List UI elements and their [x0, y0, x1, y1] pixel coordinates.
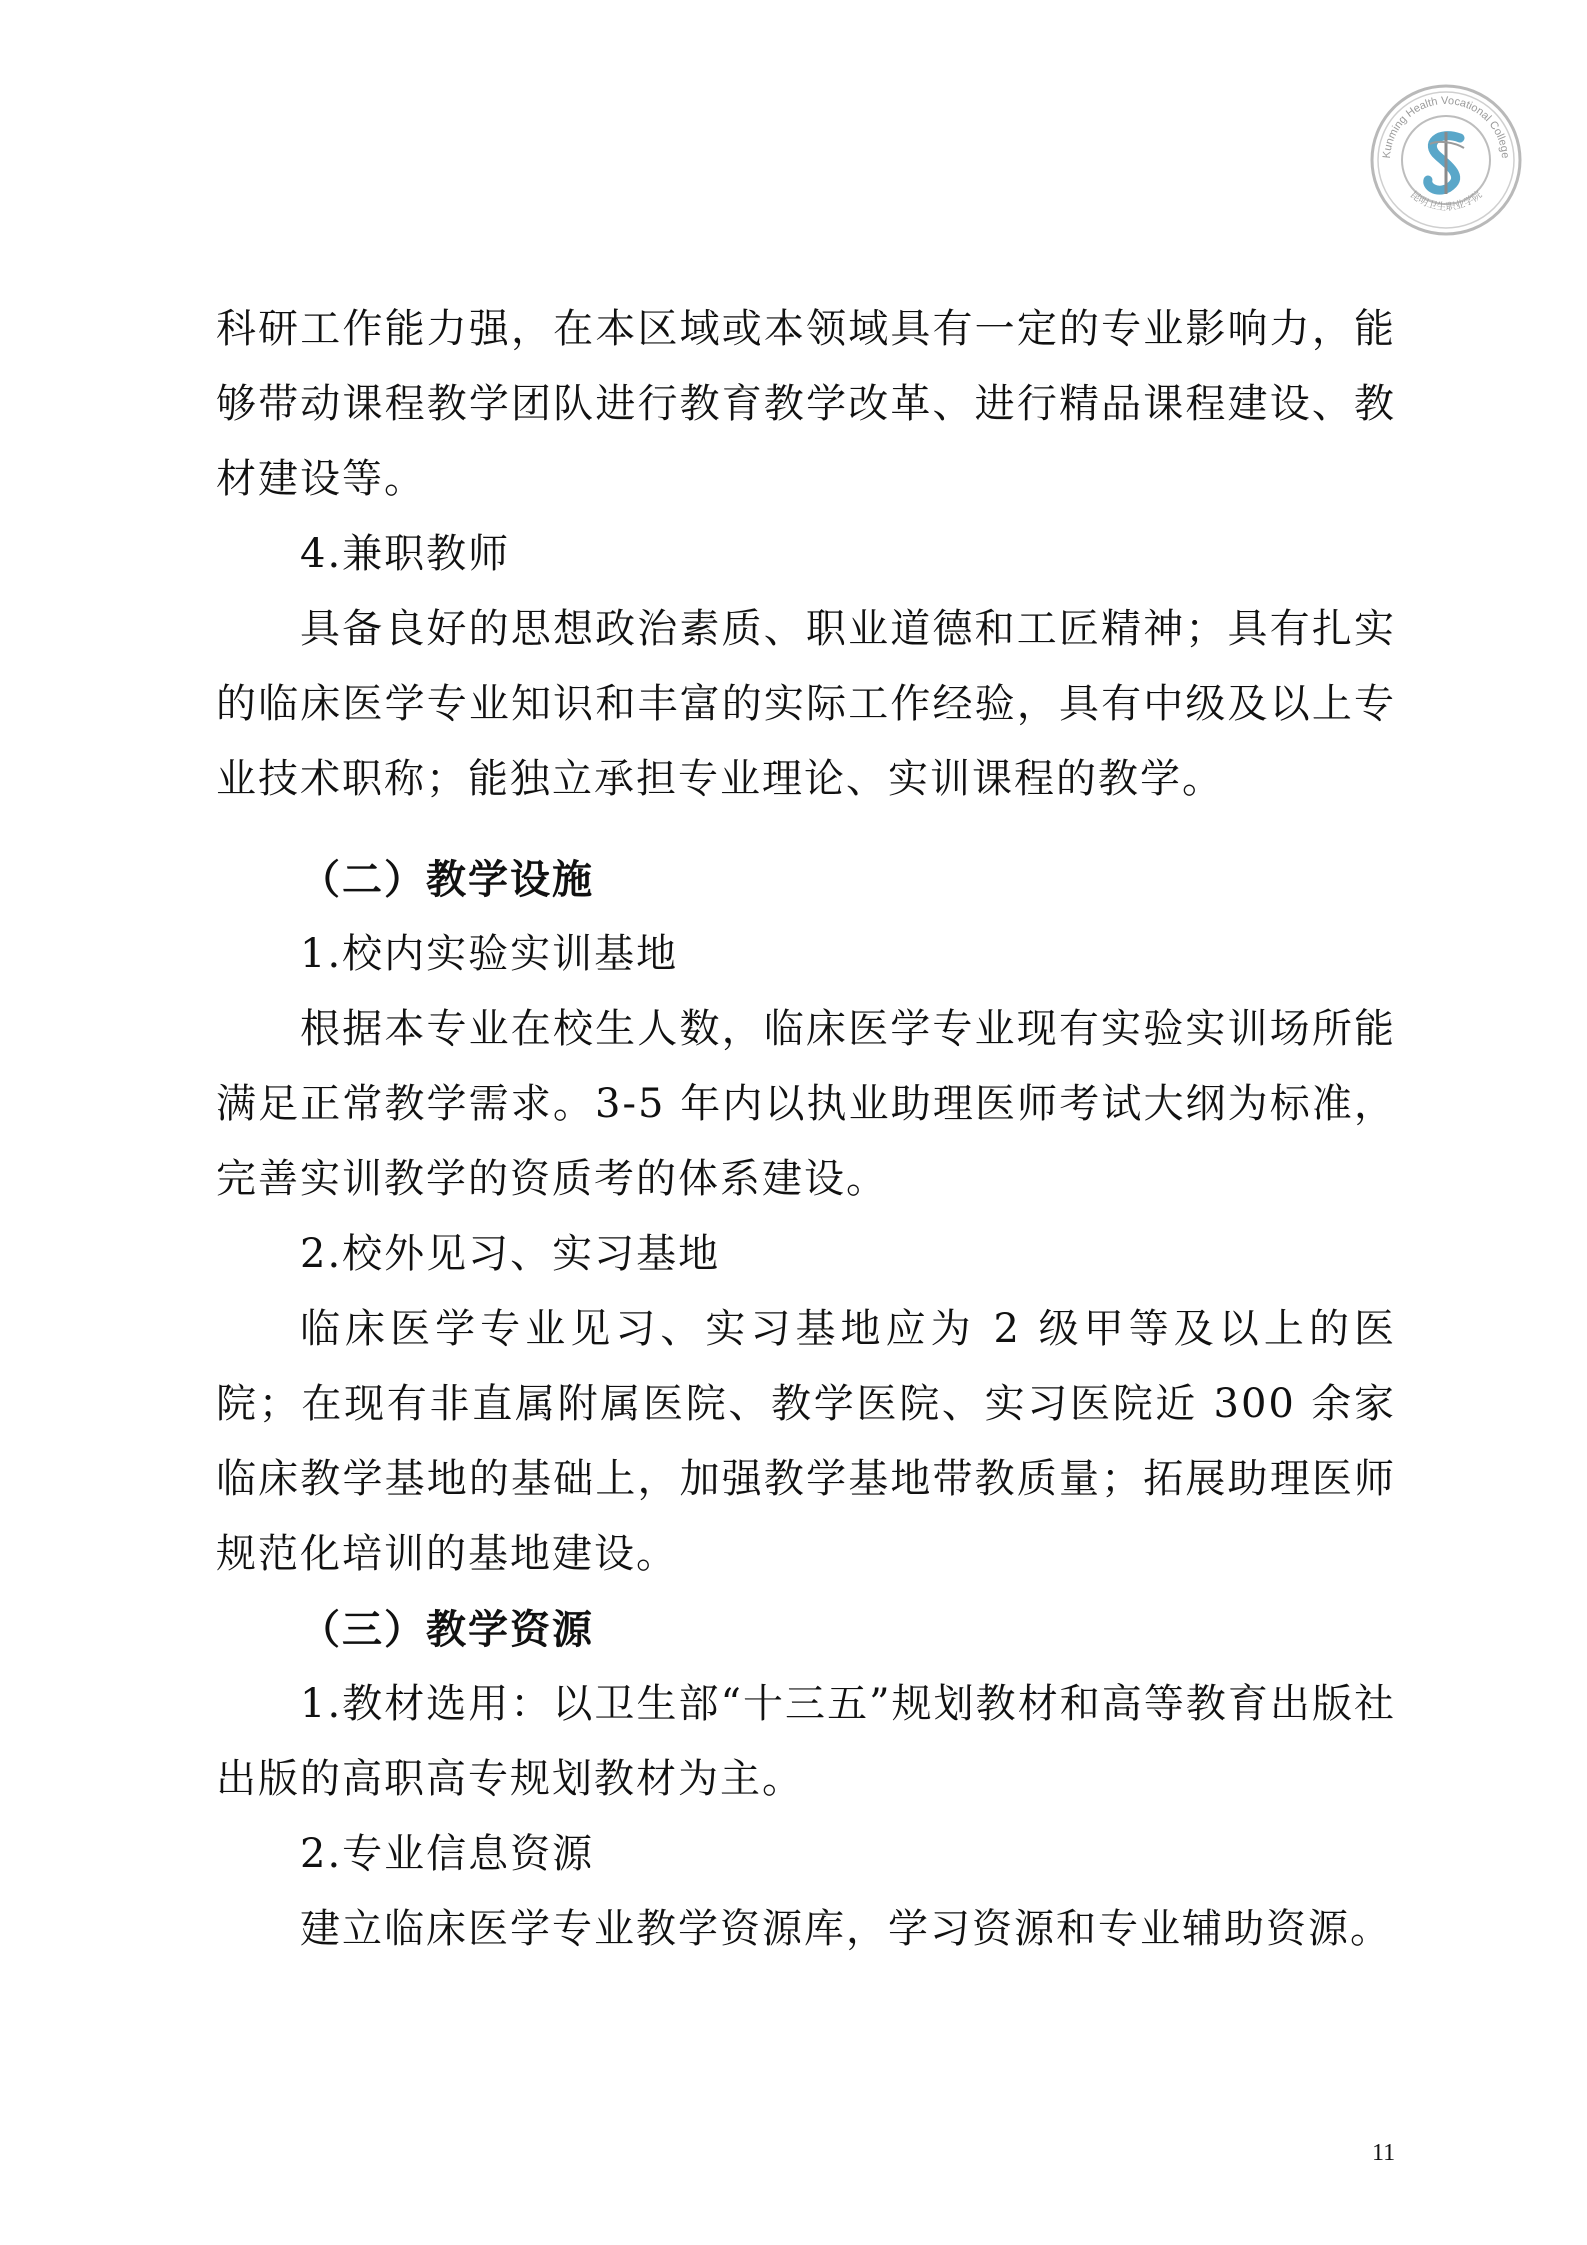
document-body — [216, 292, 1396, 1967]
paragraph-teacher-ability: 科研工作能力强，在本区域或本领域具有一定的专业影响力，能够带动课程教学团队进行教育教学改革、进行精品课程建设、教材建设等。 — [216, 306, 1396, 502]
heading-teaching-resources: （三）教学资源 — [300, 1606, 594, 1653]
section-oncampus-base-title: 1.校内实验实训基地 — [300, 931, 679, 977]
svg-text:昆明卫生职业学院: 昆明卫生职业学院 — [1407, 189, 1485, 214]
page-number: 11 — [1372, 2140, 1396, 2166]
college-seal-logo — [1368, 82, 1524, 238]
paragraph-info-resources: 建立临床医学专业教学资源库，学习资源和专业辅助资源。 — [300, 1906, 1392, 1952]
section-info-resources-title: 2.专业信息资源 — [300, 1831, 595, 1877]
heading-teaching-facilities: （二）教学设施 — [300, 856, 594, 903]
section-offcampus-base-title: 2.校外见习、实习基地 — [300, 1231, 721, 1277]
paragraph-textbook-selection: 1.教材选用：以卫生部“十三五”规划教材和高等教育出版社出版的高职高专规划教材为主。 — [216, 1681, 1396, 1802]
paragraph-oncampus-base: 根据本专业在校生人数，临床医学专业现有实验实训场所能满足正常教学需求。3-5 年内以执业助理医师考试大纲为标准，完善实训教学的资质考的体系建设。 — [216, 1006, 1396, 1202]
section-parttime-teacher-title: 4.兼职教师 — [300, 531, 511, 577]
svg-text:Kunming Health Vocational Coll: Kunming Health Vocational College — [1380, 94, 1512, 159]
paragraph-parttime-teacher: 具备良好的思想政治素质、职业道德和工匠精神；具有扎实的临床医学专业知识和丰富的实际工作经验，具有中级及以上专业技术职称；能独立承担专业理论、实训课程的教学。 — [216, 606, 1396, 802]
paragraph-offcampus-base: 临床医学专业见习、实习基地应为 2 级甲等及以上的医院；在现有非直属附属医院、教学医院、实习医院近 300 余家临床教学基地的基础上，加强教学基地带教质量；拓展助理医师规范化培训的基地建设。 — [216, 1306, 1396, 1577]
